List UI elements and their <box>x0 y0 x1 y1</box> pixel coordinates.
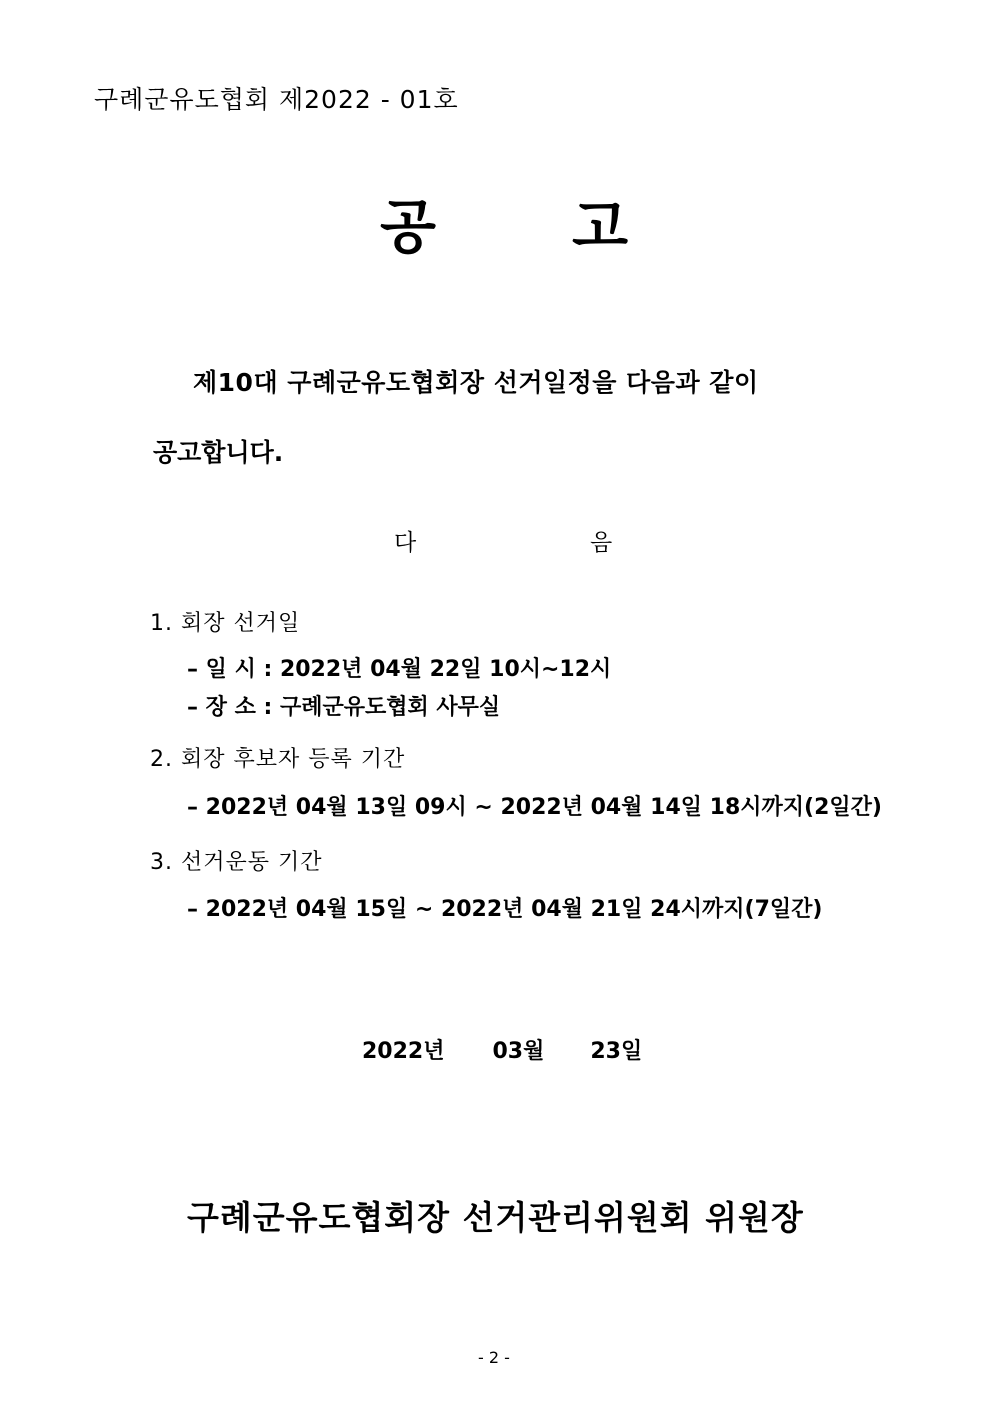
section-2-item-period: – 2022년 04월 13일 09시 ~ 2022년 04월 14일 18시까지(2일간) <box>187 795 882 820</box>
section-1-item-datetime: – 일 시 : 2022년 04월 22일 10시~12시 <box>187 657 612 682</box>
issue-date <box>362 1034 642 1065</box>
intro-line-1: 제10대 구례군유도협회장 선거일정을 다음과 같이 <box>193 368 759 397</box>
notice-title-second-char: 고 <box>572 193 629 261</box>
section-3-item-period: – 2022년 04월 15일 ~ 2022년 04월 21일 24시까지(7일간) <box>187 897 823 922</box>
issue-date-month: 03월 <box>492 1039 545 1064</box>
section-heading-second-char: 음 <box>590 530 613 556</box>
issue-date-day: 23일 <box>590 1039 643 1064</box>
signature-line: 구례군유도협회장 선거관리위원회 위원장 <box>187 1198 804 1237</box>
section-3-title: 3. 선거운동 기간 <box>150 850 323 875</box>
issue-date-year: 2022년 <box>362 1039 445 1064</box>
page-number: - 2 - <box>478 1348 510 1367</box>
section-2-title: 2. 회장 후보자 등록 기간 <box>150 747 406 772</box>
notice-title-first-char: 공 <box>380 193 437 261</box>
document-number: 구례군유도협회 제2022 - 01호 <box>94 85 459 114</box>
section-1-item-location: – 장 소 : 구례군유도협회 사무실 <box>187 695 501 720</box>
section-heading-first-char: 다 <box>394 530 417 556</box>
section-1-title: 1. 회장 선거일 <box>150 611 301 636</box>
intro-line-2: 공고합니다. <box>153 438 284 467</box>
